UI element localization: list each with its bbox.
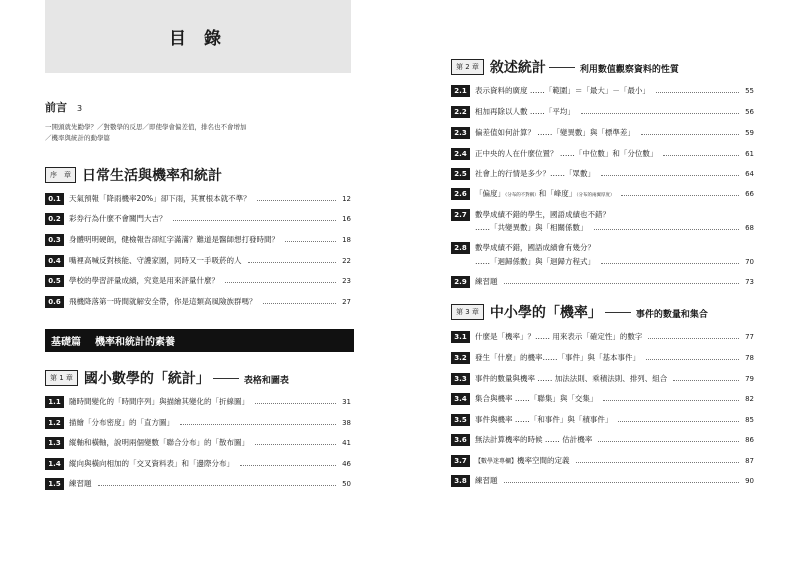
entry-title xyxy=(475,188,615,199)
dot-leader xyxy=(98,485,337,486)
dot-leader xyxy=(255,403,336,404)
toc-entry[interactable] xyxy=(45,477,351,490)
entry-number: 0.4 xyxy=(45,255,64,267)
entry-number: 2.7 xyxy=(451,209,470,221)
entry-page: 66 xyxy=(745,189,754,198)
chapter-tag: 第 3 章 xyxy=(451,304,484,320)
toc-entry[interactable] xyxy=(451,187,754,200)
title-dash xyxy=(605,312,631,313)
entry-number: 3.4 xyxy=(451,393,470,405)
toc-entry[interactable] xyxy=(451,392,754,405)
entry-page: 64 xyxy=(745,169,754,178)
entry-number: 0.5 xyxy=(45,275,64,287)
preface-label: 前言 xyxy=(45,101,67,114)
dot-leader xyxy=(285,241,336,242)
chapter-heading-2 xyxy=(451,57,679,78)
entry-title: 隨時間變化的「時間序列」與描繪其變化的「折線圖」 xyxy=(69,397,249,406)
entry-number: 3.7 xyxy=(451,455,470,467)
term-kurtosis: 和「峰度」 xyxy=(538,189,577,198)
entry-number: 0.6 xyxy=(45,296,64,308)
toc-entry[interactable] xyxy=(451,372,754,385)
left-page xyxy=(0,0,399,588)
entry-title: 練習題 xyxy=(475,476,498,485)
dot-leader xyxy=(576,462,740,463)
entry-subtitle: ……「迴歸係數」與「迴歸方程式」 xyxy=(475,257,595,266)
chapter-title: 中小學的「機率」 xyxy=(489,305,602,321)
entry-page: 50 xyxy=(342,479,351,488)
entry-page: 55 xyxy=(745,86,754,95)
title-dash xyxy=(213,378,239,379)
entry-number: 2.6 xyxy=(451,188,470,200)
entry-page: 82 xyxy=(745,394,754,403)
toc-entry[interactable] xyxy=(45,457,351,470)
dot-leader xyxy=(648,338,739,339)
dot-leader xyxy=(504,482,740,483)
entry-page: 18 xyxy=(342,235,351,244)
chapter-subtitle: 事件的數量和集合 xyxy=(635,310,708,320)
entry-number: 1.1 xyxy=(45,396,64,408)
dot-leader xyxy=(603,400,739,401)
toc-entry[interactable] xyxy=(451,474,754,487)
toc-entry[interactable] xyxy=(451,433,754,446)
term-skewness: 「偏度」 xyxy=(475,189,505,198)
entry-title: 發生「什麼」的機率……「事件」與「基本事件」 xyxy=(475,353,640,362)
entry-page: 85 xyxy=(745,415,754,424)
entry-title: 社會上的行情是多少？……「眾數」 xyxy=(475,169,595,178)
part-banner xyxy=(45,329,354,352)
entry-page: 77 xyxy=(745,332,754,341)
dot-leader xyxy=(173,220,337,221)
toc-entry-continuation[interactable] xyxy=(475,256,754,267)
dot-leader xyxy=(240,465,336,466)
toc-entry[interactable] xyxy=(451,454,754,467)
dot-leader xyxy=(601,175,739,176)
toc-entry[interactable] xyxy=(451,351,754,364)
entry-subtitle: ……「共變異數」與「相關係數」 xyxy=(475,223,588,232)
dot-leader xyxy=(618,421,739,422)
entry-title: 彩券行為什麼不會關門大吉？ xyxy=(69,214,167,223)
note-kurtosis: （分布的兩翼厚度） xyxy=(576,193,615,198)
entry-page: 22 xyxy=(342,256,351,265)
entry-title: 嘴裡高喊反對核能、守護家園，同時又一手吸菸的人 xyxy=(69,256,242,265)
entry-number: 1.5 xyxy=(45,478,64,490)
entry-page: 70 xyxy=(745,257,754,266)
entry-page: 27 xyxy=(342,297,351,306)
entry-title: 數學成績不錯的學生，國語成績也不錯？ xyxy=(475,210,610,219)
preface-heading xyxy=(45,99,355,115)
entry-title: 相加再除以人數 ……「平均」 xyxy=(475,107,575,116)
entry-title: 什麼是「機率」？…… 用來表示「確定性」的數字 xyxy=(475,332,643,341)
dot-leader xyxy=(641,134,739,135)
entry-title: 描繪「分布密度」的「直方圖」 xyxy=(69,418,174,427)
chapter-tag: 第 2 章 xyxy=(451,59,484,75)
dot-leader xyxy=(180,424,336,425)
toc-entry[interactable] xyxy=(451,275,754,288)
entry-page: 68 xyxy=(745,223,754,232)
entry-number: 2.2 xyxy=(451,106,470,118)
entry-number: 3.1 xyxy=(451,331,470,343)
entry-page: 46 xyxy=(342,459,351,468)
entry-title: 練習題 xyxy=(69,479,92,488)
chapter-title: 國小數學的「統計」 xyxy=(83,371,210,387)
entry-title: 學校的學習評量成績，究竟是用來評量什麼？ xyxy=(69,276,219,285)
toc-entry[interactable] xyxy=(451,105,754,118)
toc-entry[interactable] xyxy=(45,416,351,429)
chapter-subtitle: 表格和圖表 xyxy=(243,376,289,386)
entry-page: 38 xyxy=(342,418,351,427)
toc-entry[interactable] xyxy=(45,295,351,308)
entry-number: 1.3 xyxy=(45,437,64,449)
preface-description xyxy=(45,122,355,144)
chapter-subtitle: 利用數值觀察資料的性質 xyxy=(579,65,679,75)
chapter-heading-3 xyxy=(451,302,708,323)
column-tag: 【數學迷專欄】 xyxy=(475,458,518,465)
entry-title xyxy=(475,455,570,466)
entry-page: 31 xyxy=(342,397,351,406)
entry-number: 3.6 xyxy=(451,434,470,446)
note-skewness: （分布的不對稱） xyxy=(505,193,539,198)
entry-page: 73 xyxy=(745,277,754,286)
dot-leader xyxy=(225,282,336,283)
chapter-heading-prologue xyxy=(45,165,222,186)
dot-leader xyxy=(263,303,337,304)
dot-leader xyxy=(248,262,337,263)
entry-number: 3.5 xyxy=(451,414,470,426)
entry-number: 1.4 xyxy=(45,458,64,470)
toc-entry[interactable] xyxy=(45,254,351,267)
toc-entry[interactable] xyxy=(45,233,351,246)
entry-page: 59 xyxy=(745,128,754,137)
entry-page: 61 xyxy=(745,149,754,158)
entry-page: 87 xyxy=(745,456,754,465)
entry-number: 2.3 xyxy=(451,127,470,139)
entry-title: 正中央的人在什麼位置？ ……「中位數」和「分位數」 xyxy=(475,149,658,158)
entry-page: 78 xyxy=(745,353,754,362)
entry-number: 2.4 xyxy=(451,148,470,160)
entry-page: 41 xyxy=(342,438,351,447)
entry-title-text: 機率空間的定義 xyxy=(517,456,570,465)
entry-page: 79 xyxy=(745,374,754,383)
toc-title: 目 錄 xyxy=(169,29,227,49)
entry-title: 事件與機率 ……「和事件」與「積事件」 xyxy=(475,415,613,424)
entry-title: 天氣預報「降雨機率20%」卻下雨，其實根本就不準？ xyxy=(69,194,251,203)
entry-page: 90 xyxy=(745,476,754,485)
entry-number: 3.8 xyxy=(451,475,470,487)
dot-leader xyxy=(663,155,739,156)
dot-leader xyxy=(646,359,739,360)
entry-title: 縱向與橫向相加的「交叉資料表」和「邊際分布」 xyxy=(69,459,234,468)
entry-page: 56 xyxy=(745,107,754,116)
entry-number: 2.9 xyxy=(451,276,470,288)
toc-entry[interactable] xyxy=(451,147,754,160)
entry-title: 集合與機率 ……「聯集」與「交集」 xyxy=(475,394,598,403)
toc-entry[interactable] xyxy=(451,208,754,221)
dot-leader xyxy=(594,229,740,230)
toc-entry[interactable] xyxy=(45,436,351,449)
chapter-heading-1 xyxy=(45,368,289,389)
preface-page: 3 xyxy=(77,104,83,113)
entry-title: 飛機降落第一時間就解安全帶，你是這類高風險族群嗎？ xyxy=(69,297,257,306)
toc-entry-continuation[interactable] xyxy=(475,222,754,233)
entry-number: 3.3 xyxy=(451,373,470,385)
entry-title: 練習題 xyxy=(475,277,498,286)
preface xyxy=(45,99,355,144)
toc-entry[interactable] xyxy=(45,192,351,205)
dot-leader xyxy=(621,195,740,196)
preface-desc-line-1: 一開頭就先勸學？／對數學的反思／即使學會偏差值，排名也不會增加 xyxy=(45,123,247,131)
entry-number: 0.1 xyxy=(45,193,64,205)
entry-page: 16 xyxy=(342,214,351,223)
toc-entry[interactable] xyxy=(451,167,754,180)
toc-title-box xyxy=(45,0,351,73)
entry-number: 0.2 xyxy=(45,213,64,225)
chapter-title: 敘述統計 xyxy=(489,60,546,76)
entry-title: 事件的數量與機率 …… 加法法則、乘積法則、排列、組合 xyxy=(475,374,668,383)
entry-number: 0.3 xyxy=(45,234,64,246)
toc-entry[interactable] xyxy=(451,330,754,343)
chapter-tag: 第 1 章 xyxy=(45,370,78,386)
entry-title: 數學成績不錯，國語成績會有幾分？ xyxy=(475,243,595,252)
entry-page: 23 xyxy=(342,276,351,285)
entry-number: 2.1 xyxy=(451,85,470,97)
right-page xyxy=(399,0,799,588)
entry-title: 偏差值如何計算？ ……「變異數」與「標準差」 xyxy=(475,128,635,137)
entry-number: 3.2 xyxy=(451,352,470,364)
title-dash xyxy=(549,67,575,68)
entry-title: 身體明明硬朗，健檢報告卻紅字滿滿？難道是醫師想打發時間？ xyxy=(69,235,279,244)
entry-title: 無法計算機率的時候 …… 估計機率 xyxy=(475,435,593,444)
toc-entry[interactable] xyxy=(45,395,351,408)
dot-leader xyxy=(601,263,739,264)
dot-leader xyxy=(673,380,739,381)
entry-title: 縱軸和橫軸，說明兩個變數「聯合分布」的「散布圖」 xyxy=(69,438,249,447)
toc-entry[interactable] xyxy=(451,241,754,254)
chapter-tag: 序 章 xyxy=(45,167,76,183)
dot-leader xyxy=(255,444,336,445)
dot-leader xyxy=(598,441,739,442)
part-label: 基礎篇 xyxy=(51,337,81,348)
dot-leader xyxy=(581,113,739,114)
dot-leader xyxy=(504,283,740,284)
toc-entry[interactable] xyxy=(451,126,754,139)
chapter-title: 日常生活與機率和統計 xyxy=(82,168,222,184)
entry-number: 1.2 xyxy=(45,417,64,429)
part-title: 機率和統計的素養 xyxy=(95,337,175,348)
toc-entry[interactable] xyxy=(451,413,754,426)
toc-entry[interactable] xyxy=(45,274,351,287)
entry-number: 2.5 xyxy=(451,168,470,180)
dot-leader xyxy=(257,200,336,201)
toc-entry[interactable] xyxy=(451,84,754,97)
preface-desc-line-2: ／機率與統計的動學篇 xyxy=(45,134,110,142)
entry-number: 2.8 xyxy=(451,242,470,254)
dot-leader xyxy=(656,92,739,93)
toc-entry[interactable] xyxy=(45,212,351,225)
entry-page: 12 xyxy=(342,194,351,203)
entry-title: 表示資料的廣度 ……「範圍」＝「最大」－「最小」 xyxy=(475,86,650,95)
entry-page: 86 xyxy=(745,435,754,444)
